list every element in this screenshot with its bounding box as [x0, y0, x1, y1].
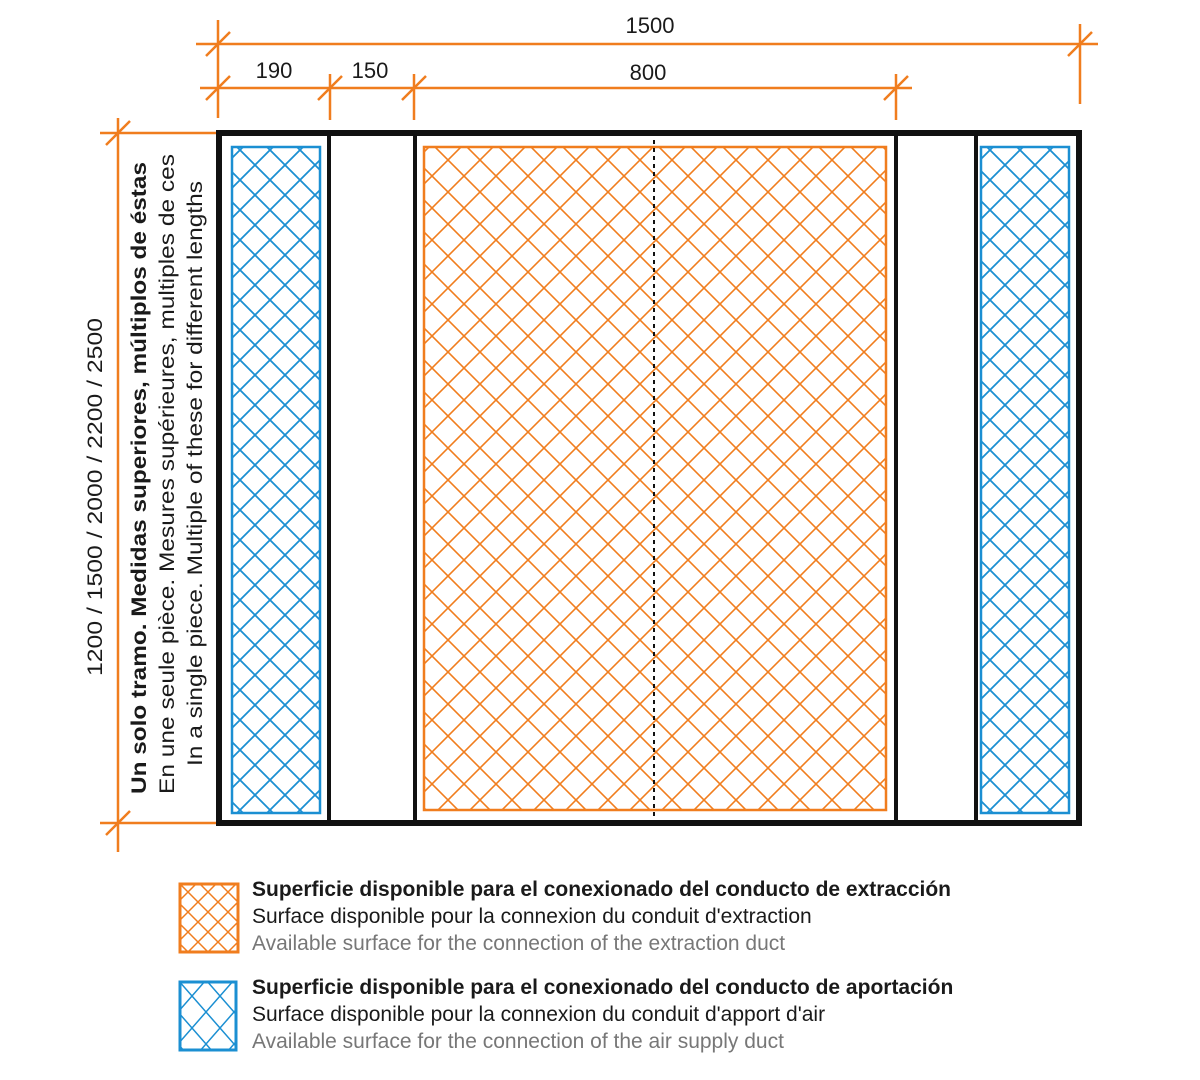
supply-zone-right: [981, 147, 1069, 813]
legend-supply-fr: Surface disponible pour la connexion du conduit d'apport d'air: [252, 1003, 826, 1026]
dim-blue-label: 190: [255, 58, 293, 83]
blue-crosshatch-swatch-icon: [178, 980, 240, 1052]
dim-total-label: 1500: [625, 13, 675, 38]
dim-gap-label: 150: [351, 58, 389, 83]
legend-extraction-fr: Surface disponible pour la connexion du conduit d'extraction: [252, 905, 812, 928]
supply-zone-left: [232, 147, 320, 813]
note-en: In a single piece. Multiple of these for different lengths: [184, 264, 207, 766]
legend-supply-en: Available surface for the connection of the air supply duct: [252, 1030, 784, 1053]
legend-item-supply: [178, 978, 1178, 1054]
legend-item-extraction: [178, 880, 1178, 956]
note-fr: En une seule pièce. Mesures supérieures, multiples de ces: [156, 245, 179, 794]
legend-supply-es: Superficie disponible para el conexionado del conducto de aportación: [252, 976, 954, 999]
orange-crosshatch-swatch-icon: [178, 882, 240, 954]
note-es: Un solo tramo. Medidas superiores, múltiplos de éstas: [128, 249, 151, 794]
dim-center-label: 800: [629, 60, 667, 85]
legend-extraction-en: Available surface for the connection of the extraction duct: [252, 932, 786, 955]
lengths-label: 1200 / 1500 / 2000 / 2200 / 2500: [84, 372, 107, 676]
legend-extraction-es: Superficie disponible para el conexionado del conducto de extracción: [252, 878, 951, 901]
